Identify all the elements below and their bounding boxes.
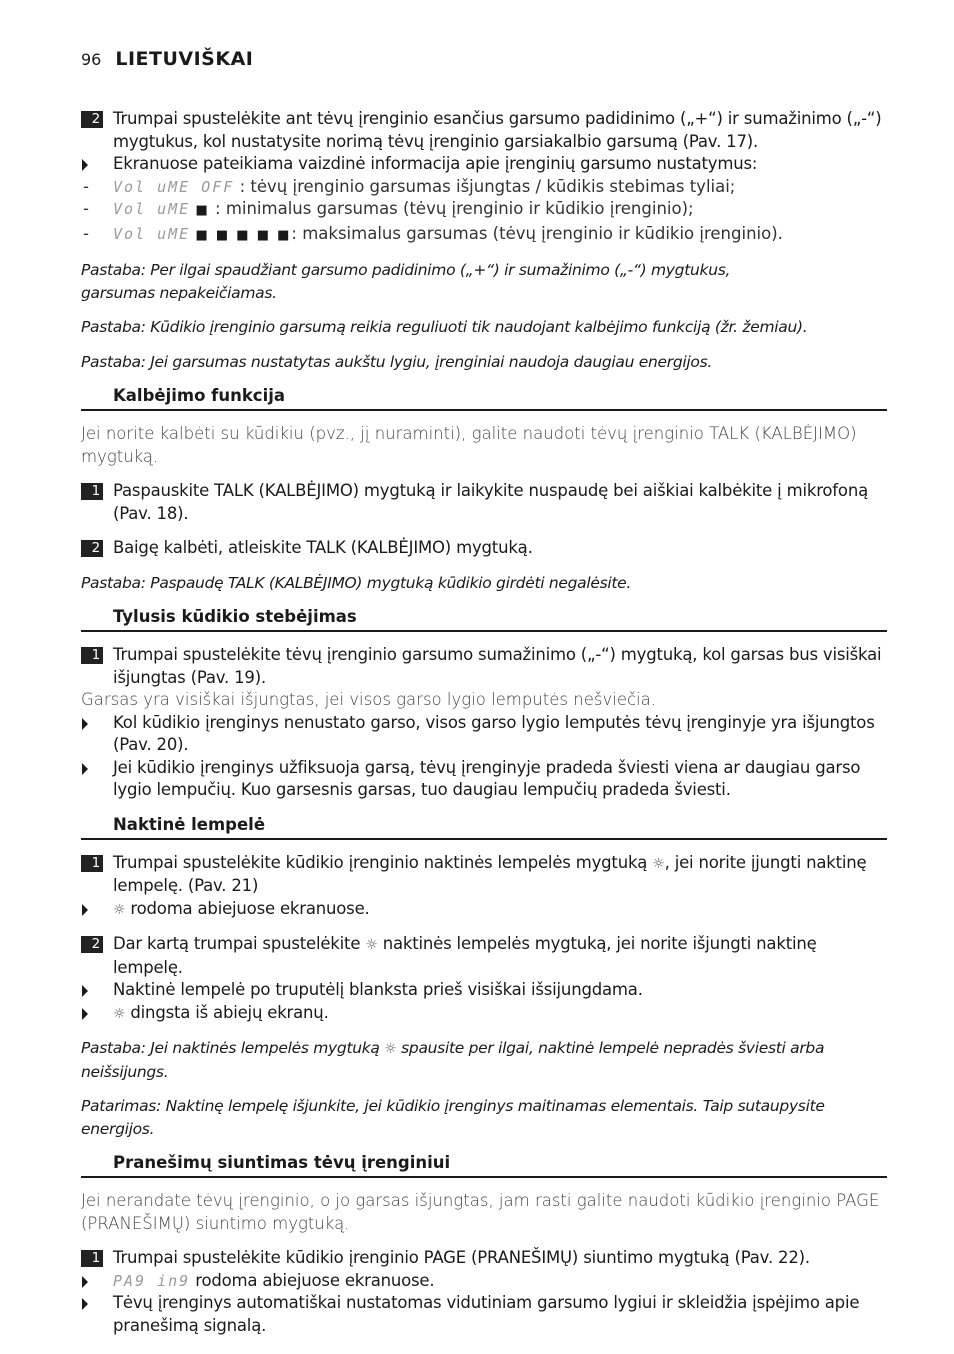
step-number: 2 [81, 936, 103, 953]
step-text: Paspauskite TALK (KALBĖJIMO) mygtuką ir laikykite nuspaudę bei aiškiai kalbėkite į mikrofoną (Pav. 18). [113, 481, 868, 523]
dash-marker: - [83, 199, 89, 218]
lcd-text-volume: Vol uME [113, 224, 191, 243]
step-text: , jei norite įjungti naktinę lempelę. (Pav. 21) [113, 852, 867, 895]
page-number: 96 [81, 50, 102, 69]
paging-intro: Jei nerandate tėvų įrenginio, o jo garsas išjungtas, jam rasti galite naudoti kūdikio įrenginio PAGE (PRANEŠIMŲ) siuntimo mygtuką. [81, 1191, 880, 1233]
paging-step-1 [81, 1247, 887, 1270]
section-title-nightlight: Naktinė lempelė [81, 814, 887, 840]
volume-step-2 [81, 108, 887, 153]
silent-info: Garsas yra visiškai išjungtas, jei visos garso lygio lemputės nešviečia. [81, 690, 656, 709]
dash-marker: - [83, 223, 89, 243]
talk-step-2 [81, 537, 887, 560]
step-text: Dar kartą trumpai spustelėkite [113, 934, 366, 953]
bullet-arrow-icon [82, 1008, 88, 1020]
bullet-arrow-icon [82, 1276, 88, 1288]
bullet-text: Naktinė lempelė po truputėlį blanksta prieš visiškai išsijungdama. [113, 980, 643, 999]
lcd-text-volume-off: Vol uME OFF [113, 177, 235, 196]
step-text: Trumpai spustelėkite kūdikio įrenginio naktinės lempelės mygtuką [113, 852, 653, 872]
step-text: Baigę kalbėti, atleiskite TALK (KALBĖJIMO) mygtuką. [113, 538, 533, 557]
dash-text: : maksimalus garsumas (tėvų įrenginio ir kūdikio įrenginio). [291, 223, 783, 243]
talk-step-1 [81, 480, 887, 525]
nightlight-bullet-3 [81, 1002, 887, 1026]
lcd-text-volume: Vol uME [113, 200, 191, 218]
page-content [81, 108, 887, 1337]
paging-bullet-2 [81, 1292, 887, 1337]
nightlight-step-1 [81, 852, 887, 898]
bullet-arrow-icon [82, 904, 88, 916]
silent-step-1 [81, 644, 887, 689]
volume-dash-2 [81, 198, 887, 223]
section-title-silent: Tylusis kūdikio stebėjimas [81, 606, 887, 632]
lcd-text-paging: PA9 in9 [113, 1271, 191, 1290]
step-number: 2 [81, 111, 103, 128]
bullet-arrow-icon [82, 763, 88, 775]
volume-bullet-1 [81, 153, 887, 176]
step-text: Trumpai spustelėkite kūdikio įrenginio PAGE (PRANEŠIMŲ) siuntimo mygtuką (Pav. 22). [113, 1248, 810, 1267]
dash-text: : minimalus garsumas (tėvų įrenginio ir kūdikio įrenginio); [209, 199, 694, 218]
volume-note-2: Pastaba: Kūdikio įrenginio garsumą reikia reguliuoti tik naudojant kalbėjimo funkciją (žr. žemiau). [81, 318, 808, 336]
volume-note-3: Pastaba: Jei garsumas nustatytas aukštu lygiu, įrenginiai naudoja daugiau energijos. [81, 352, 712, 371]
volume-note-1: Pastaba: Per ilgai spaudžiant garsumo padidinimo („+“) ir sumažinimo („-“) mygtukus, garsumas nepakeičiamas. [81, 261, 731, 302]
nightlight-note [81, 1037, 887, 1083]
bullet-arrow-icon [82, 718, 88, 730]
volume-dash-1 [81, 176, 887, 199]
bullet-text: rodoma abiejuose ekranuose. [190, 1270, 435, 1290]
nightlight-sun-icon: ☼ [652, 855, 665, 872]
section-title-paging: Pranešimų siuntimas tėvų įrenginiui [81, 1152, 887, 1178]
nightlight-sun-icon: ☼ [113, 1005, 126, 1022]
nightlight-bullet-1 [81, 898, 887, 922]
silent-bullet-2 [81, 757, 887, 802]
language-title: LIETUVIŠKAI [115, 48, 254, 70]
nightlight-sun-icon: ☼ [365, 937, 378, 953]
paging-bullet-1 [81, 1270, 887, 1293]
volume-level-squares-icon: ■ ■ ■ ■ ■ [195, 227, 292, 243]
silent-bullet-1 [81, 712, 887, 757]
bullet-arrow-icon [82, 985, 88, 997]
nightlight-tip: Patarimas: Naktinę lempelę išjunkite, jei kūdikio įrenginys maitinamas elementais. Taip sutaupysite energijos. [81, 1097, 825, 1138]
nightlight-step-2 [81, 933, 887, 979]
page-header [81, 48, 253, 74]
bullet-text: dingsta iš abiejų ekranų. [125, 1002, 329, 1022]
note-text: spausite per ilgai, naktinė lempelė nepradės šviesti arba neišsijungs. [81, 1039, 825, 1081]
nightlight-sun-icon: ☼ [384, 1041, 397, 1057]
nightlight-bullet-2 [81, 979, 887, 1002]
step-text: Trumpai spustelėkite tėvų įrenginio garsumo sumažinimo („-“) mygtuką, kol garsas bus visiškai išjungtas (Pav. 19). [113, 645, 882, 687]
step-number: 1 [81, 855, 103, 872]
step-text: naktinės lempelės mygtuką, jei norite išjungti naktinę lempelę. [113, 934, 817, 977]
volume-dash-3 [81, 223, 887, 248]
talk-intro: Jei norite kalbėti su kūdikiu (pvz., jį nuraminti), galite naudoti tėvų įrenginio TALK (KALBĖJIMO) mygtuką. [81, 424, 857, 466]
bullet-text: Kol kūdikio įrenginys nenustato garso, visos garso lygio lemputės tėvų įrenginyje yra išjungtos (Pav. 20). [113, 712, 875, 754]
note-text: Pastaba: Jei naktinės lempelės mygtuką [81, 1039, 385, 1057]
section-title-talk: Kalbėjimo funkcija [81, 385, 887, 411]
step-number: 2 [81, 540, 103, 557]
bullet-text: Jei kūdikio įrenginys užfiksuoja garsą, tėvų įrenginyje pradeda šviesti viena ar daugiau garso lygio lempučių. Kuo garsesnis garsas, tuo daugiau lempučių pradeda šviesti. [113, 757, 861, 799]
step-number: 1 [81, 483, 103, 500]
bullet-arrow-icon [82, 159, 88, 171]
volume-level-squares-icon: ■ [195, 203, 210, 218]
bullet-text: Ekranuose pateikiama vaizdinė informacija apie įrenginių garsumo nustatymus: [113, 154, 758, 173]
dash-text: : tėvų įrenginio garsumas išjungtas / kūdikis stebimas tyliai; [234, 176, 736, 196]
step-text: Trumpai spustelėkite ant tėvų įrenginio esančius garsumo padidinimo („+“) ir sumažinimo („-“) mygtukus, kol nustatysite norimą tėvų įrenginio garsiakalbio garsumą (Pav. 17). [113, 109, 882, 151]
bullet-text: rodoma abiejuose ekranuose. [125, 898, 370, 918]
nightlight-sun-icon: ☼ [113, 901, 126, 918]
step-number: 1 [81, 647, 103, 664]
dash-marker: - [83, 176, 89, 196]
bullet-arrow-icon [82, 1298, 88, 1310]
talk-note: Pastaba: Paspaudę TALK (KALBĖJIMO) mygtuką kūdikio girdėti negalėsite. [81, 573, 632, 592]
bullet-text: Tėvų įrenginys automatiškai nustatomas vidutiniam garsumo lygiui ir skleidžia įspėjimo apie pranešimą signalą. [113, 1293, 860, 1335]
step-number: 1 [81, 1250, 103, 1267]
